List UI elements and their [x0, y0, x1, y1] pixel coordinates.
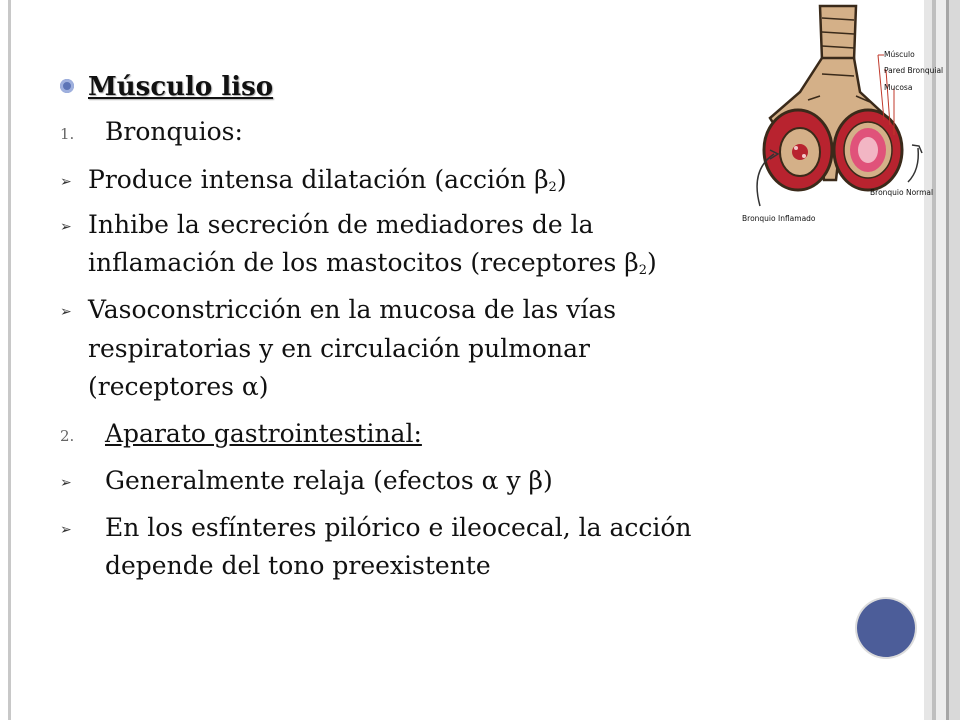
label-musculo: Músculo: [884, 50, 915, 59]
section2-title: Aparato gastrointestinal:: [105, 419, 422, 448]
bronchus-illustration: [738, 0, 944, 232]
bullet-esfinteres-line2: depende del tono preexistente: [105, 551, 491, 580]
arrow-bullet-icon: ➢: [60, 304, 72, 320]
label-pared-bronquial: Pared Bronquial: [884, 66, 944, 75]
arrow-bullet-icon: ➢: [60, 522, 72, 538]
bullet-relaja: Generalmente relaja (efectos α y β): [105, 466, 553, 495]
section1-title: Bronquios:: [105, 117, 243, 146]
section1-number: 1.: [60, 125, 75, 143]
slide-heading: Músculo liso: [88, 72, 274, 102]
bullet-vasoconstriccion-line3: (receptores α): [88, 372, 269, 401]
bullet-inhibe-line1: Inhibe la secreción de mediadores de la: [88, 210, 594, 239]
bullet-inhibe-line2: inflamación de los mastocitos (receptores $\beta_2$): [88, 248, 657, 278]
section2-number: 2.: [60, 427, 75, 445]
decorative-circle: [857, 599, 915, 657]
bullet-esfinteres-line1: En los esfínteres pilórico e ileocecal, la acción: [105, 513, 692, 542]
heading-bullet-icon: [60, 79, 74, 93]
right-border-stripes: [924, 0, 960, 720]
bronchus-diagram: [738, 0, 928, 232]
label-bronquio-inflamado: Bronquio Inflamado: [742, 214, 816, 223]
arrow-bullet-icon: ➢: [60, 219, 72, 235]
label-bronquio-normal: Bronquio Normal: [870, 188, 934, 197]
arrow-bullet-icon: ➢: [60, 475, 72, 491]
bullet-vasoconstriccion-line1: Vasoconstricción en la mucosa de las vías: [88, 295, 617, 324]
bullet-vasoconstriccion-line2: respiratorias y en circulación pulmonar: [88, 334, 590, 363]
bullet-dilatacion: Produce intensa dilatación (acción $\beta_2$): [88, 165, 567, 195]
arrow-bullet-icon: ➢: [60, 174, 72, 190]
label-mucosa: Mucosa: [884, 83, 913, 92]
